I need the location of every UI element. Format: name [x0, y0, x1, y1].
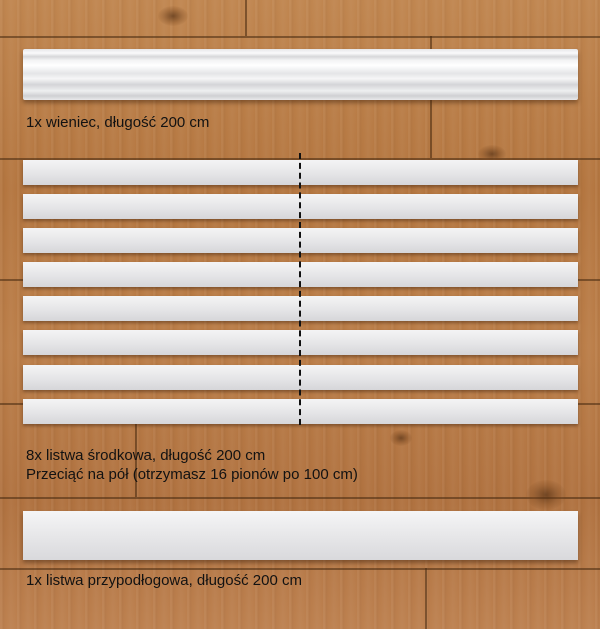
middle-strip-label: 8x listwa środkowa, długość 200 cm [26, 447, 266, 464]
wood-knot [158, 6, 188, 26]
floor-seam [425, 568, 427, 629]
crown-molding-label: 1x wieniec, długość 200 cm [26, 114, 210, 131]
wood-knot [526, 480, 566, 510]
baseboard [23, 511, 578, 560]
floor-seam [0, 36, 600, 38]
cut-line [299, 153, 301, 425]
floor-seam [0, 568, 600, 570]
crown-molding [23, 49, 578, 100]
floor-seam [0, 497, 600, 499]
baseboard-label: 1x listwa przypodłogowa, długość 200 cm [26, 572, 302, 589]
floor-seam [245, 0, 247, 36]
wood-knot [390, 430, 412, 446]
cut-instruction-label: Przeciąć na pół (otrzymasz 16 pionów po 100 cm) [26, 466, 358, 483]
